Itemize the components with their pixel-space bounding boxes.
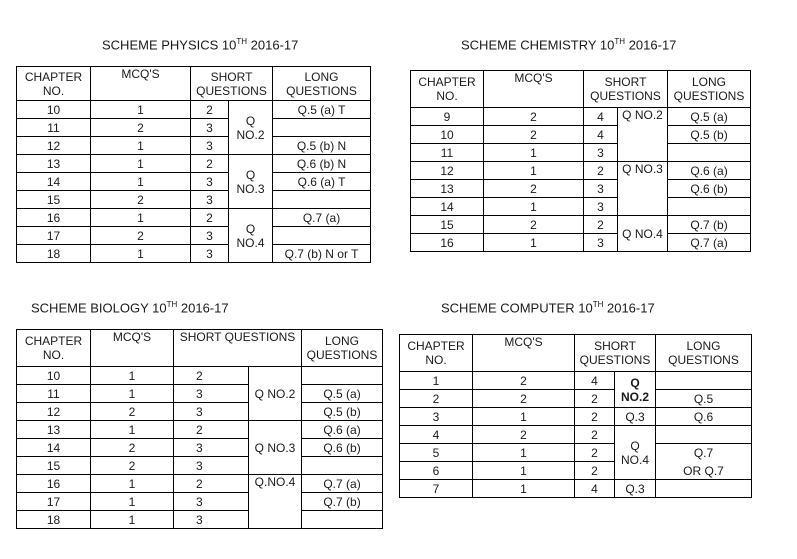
cell-mcq: 1 — [484, 198, 584, 216]
cell-group: Q NO.2 — [618, 108, 668, 162]
cell-chapter: 12 — [17, 137, 91, 155]
cell-chapter: 14 — [17, 439, 91, 457]
table-row — [400, 444, 752, 462]
cell-group: Q NO.3 — [229, 155, 273, 209]
cell-group: Q NO.3 — [249, 421, 302, 475]
chemistry-title — [461, 37, 676, 52]
cell-long: Q.5 (a) — [668, 108, 751, 126]
cell-group: Q NO.4 — [229, 209, 273, 263]
cell-short: 3 — [584, 144, 618, 162]
table-row — [17, 367, 383, 385]
table-row — [17, 493, 383, 511]
cell-long: OR Q.7 — [683, 463, 724, 478]
header-chapter: CHAPTER NO. — [400, 335, 473, 372]
chemistry-title-year: 2016-17 — [625, 37, 677, 53]
cell-long: Q.7 (b) — [668, 216, 751, 234]
cell-long — [656, 372, 752, 390]
table-row — [17, 385, 383, 403]
header-short: SHORT QUESTIONS — [174, 330, 302, 367]
cell-short: 3 — [174, 385, 249, 403]
cell-mcq: 1 — [473, 408, 575, 426]
cell-chapter: 2 — [400, 390, 473, 408]
cell-long — [656, 426, 752, 444]
table-row — [17, 421, 383, 439]
cell-chapter: 16 — [411, 234, 484, 252]
table-row — [411, 180, 751, 198]
cell-mcq: 2 — [484, 180, 584, 198]
table-row — [411, 234, 751, 252]
chemistry-table — [410, 70, 751, 252]
header-chapter: CHAPTER NO. — [17, 67, 91, 101]
cell-long: Q.6 — [656, 408, 752, 426]
table-row — [411, 198, 751, 216]
cell-short: 3 — [584, 180, 618, 198]
cell-mcq: 2 — [91, 191, 191, 209]
table-row — [400, 390, 752, 408]
cell-short: 2 — [174, 475, 249, 493]
cell-short: 3 — [174, 493, 249, 511]
cell-chapter: 15 — [17, 457, 91, 475]
table-row — [411, 162, 751, 180]
header-chapter: CHAPTER NO. — [411, 71, 484, 108]
cell-mcq: 2 — [91, 403, 174, 421]
physics-table — [16, 66, 371, 263]
cell-mcq: 1 — [473, 462, 575, 480]
cell-chapter: 12 — [411, 162, 484, 180]
cell-mcq: 2 — [91, 457, 174, 475]
table-header-row — [411, 71, 751, 108]
cell-long: Q.6 (a) T — [273, 173, 371, 191]
table-row — [411, 126, 751, 144]
cell-group: Q NO.2 — [615, 372, 656, 408]
biology-title-text: SCHEME BIOLOGY 10 — [31, 300, 167, 316]
cell-chapter: 11 — [17, 119, 91, 137]
cell-long — [668, 198, 751, 216]
cell-long — [668, 144, 751, 162]
cell-mcq: 2 — [484, 108, 584, 126]
cell-long: Q.7 — [693, 445, 714, 460]
cell-short: 2 — [575, 444, 615, 462]
table-row — [17, 511, 383, 529]
cell-short: 2 — [174, 421, 249, 439]
header-short: SHORT QUESTIONS — [191, 67, 273, 101]
chemistry-title-text: SCHEME CHEMISTRY 10 — [461, 37, 615, 53]
computer-title-sup: TH — [592, 300, 604, 309]
table-row — [17, 245, 371, 263]
cell-chapter: 13 — [17, 421, 91, 439]
cell-group: Q NO.4 — [615, 426, 656, 480]
cell-long: Q.6 (b) — [302, 439, 383, 457]
cell-group: Q NO.4 — [618, 216, 668, 252]
table-header-row — [17, 67, 371, 101]
cell-mcq: 1 — [91, 101, 191, 119]
header-long: LONG QUESTIONS — [302, 330, 383, 367]
cell-chapter: 14 — [411, 198, 484, 216]
cell-short: 4 — [584, 108, 618, 126]
cell-mcq: 1 — [91, 173, 191, 191]
physics-title-year: 2016-17 — [247, 37, 299, 53]
cell-chapter: 16 — [17, 209, 91, 227]
header-mcq: MCQ'S — [473, 335, 575, 372]
table-row — [17, 191, 371, 209]
cell-mcq: 1 — [484, 162, 584, 180]
biology-table — [16, 329, 383, 529]
cell-long — [656, 480, 752, 498]
cell-long: Q.6 (b) — [668, 180, 751, 198]
cell-chapter: 7 — [400, 480, 473, 498]
table-row — [17, 155, 371, 173]
table-row — [17, 457, 383, 475]
cell-chapter: 9 — [411, 108, 484, 126]
cell-short: 2 — [191, 155, 229, 173]
cell-mcq: 2 — [473, 372, 575, 390]
cell-group: Q NO.3 — [618, 162, 668, 216]
computer-title-year: 2016-17 — [603, 300, 655, 316]
cell-short: 2 — [191, 209, 229, 227]
header-long: LONG QUESTIONS — [668, 71, 751, 108]
biology-title — [31, 300, 229, 315]
cell-mcq: 2 — [91, 227, 191, 245]
cell-long: Q.5 (b) N — [273, 137, 371, 155]
cell-short: 3 — [174, 457, 249, 475]
cell-long: Q.5 (b) — [302, 403, 383, 421]
cell-chapter: 1 — [400, 372, 473, 390]
cell-mcq: 2 — [484, 216, 584, 234]
cell-mcq: 1 — [91, 367, 174, 385]
cell-long: Q.5 — [656, 390, 752, 408]
cell-chapter: 6 — [400, 462, 473, 480]
cell-long: Q.5 (a) — [302, 385, 383, 403]
cell-group: Q.3 — [615, 480, 656, 498]
cell-short: 3 — [191, 191, 229, 209]
cell-chapter: 3 — [400, 408, 473, 426]
cell-long: Q.5 (b) — [668, 126, 751, 144]
cell-mcq: 1 — [91, 155, 191, 173]
cell-mcq: 1 — [91, 137, 191, 155]
table-row — [17, 403, 383, 421]
cell-long — [273, 227, 371, 245]
cell-short: 3 — [191, 119, 229, 137]
cell-mcq: 1 — [91, 245, 191, 263]
cell-mcq: 2 — [473, 426, 575, 444]
table-row — [411, 108, 751, 126]
cell-long — [302, 511, 383, 529]
header-mcq: MCQ'S — [91, 330, 174, 367]
cell-long: Q.7 (a) — [302, 475, 383, 493]
header-long: LONG QUESTIONS — [656, 335, 752, 372]
header-short: SHORT QUESTIONS — [584, 71, 668, 108]
cell-chapter: 10 — [411, 126, 484, 144]
cell-short: 4 — [584, 126, 618, 144]
cell-mcq: 2 — [91, 439, 174, 457]
table-row — [17, 227, 371, 245]
cell-chapter: 13 — [17, 155, 91, 173]
header-mcq: MCQ'S — [91, 67, 191, 101]
cell-mcq: 1 — [91, 209, 191, 227]
table-row — [411, 216, 751, 234]
cell-long: Q.5 (a) T — [273, 101, 371, 119]
cell-group: Q NO.2 — [249, 367, 302, 421]
cell-short: 2 — [575, 462, 615, 480]
biology-title-sup: TH — [166, 300, 178, 309]
cell-chapter: 10 — [17, 101, 91, 119]
cell-short: 2 — [584, 216, 618, 234]
cell-long — [273, 191, 371, 209]
chemistry-title-sup: TH — [614, 37, 626, 46]
table-row — [400, 372, 752, 390]
cell-mcq: 1 — [484, 234, 584, 252]
cell-chapter: 17 — [17, 227, 91, 245]
cell-mcq: 1 — [484, 144, 584, 162]
table-row — [17, 101, 371, 119]
cell-long-group — [656, 444, 752, 480]
table-row — [17, 439, 383, 457]
cell-short: 3 — [191, 245, 229, 263]
cell-long: Q.7 (a) — [668, 234, 751, 252]
table-row — [17, 209, 371, 227]
cell-group: Q NO.2 — [229, 101, 273, 155]
physics-title-sup: TH — [236, 37, 248, 46]
cell-short: 4 — [575, 480, 615, 498]
cell-short: 2 — [575, 390, 615, 408]
cell-short: 2 — [584, 162, 618, 180]
cell-mcq: 1 — [91, 475, 174, 493]
header-long: LONG QUESTIONS — [273, 67, 371, 101]
cell-chapter: 18 — [17, 511, 91, 529]
cell-chapter: 4 — [400, 426, 473, 444]
cell-mcq: 1 — [473, 480, 575, 498]
cell-mcq: 2 — [473, 390, 575, 408]
cell-long: Q.6 (b) N — [273, 155, 371, 173]
header-short: SHORT QUESTIONS — [575, 335, 656, 372]
cell-chapter: 11 — [17, 385, 91, 403]
computer-title-text: SCHEME COMPUTER 10 — [441, 300, 593, 316]
biology-title-year: 2016-17 — [177, 300, 229, 316]
header-chapter: CHAPTER NO. — [17, 330, 91, 367]
cell-short: 3 — [584, 234, 618, 252]
cell-chapter: 10 — [17, 367, 91, 385]
cell-short: 3 — [174, 439, 249, 457]
physics-title-text: SCHEME PHYSICS 10 — [102, 37, 237, 53]
cell-chapter: 16 — [17, 475, 91, 493]
cell-long — [273, 119, 371, 137]
cell-mcq: 1 — [91, 421, 174, 439]
cell-short: 4 — [575, 372, 615, 390]
table-row — [400, 426, 752, 444]
cell-long: Q.7 (a) — [273, 209, 371, 227]
table-row — [17, 173, 371, 191]
computer-table — [399, 334, 752, 498]
cell-chapter: 18 — [17, 245, 91, 263]
cell-short: 2 — [191, 101, 229, 119]
cell-short: 3 — [191, 137, 229, 155]
table-row — [400, 480, 752, 498]
cell-chapter: 12 — [17, 403, 91, 421]
cell-long: Q.7 (b) — [302, 493, 383, 511]
table-header-row — [400, 335, 752, 372]
cell-group: Q.3 — [615, 408, 656, 426]
table-row — [400, 408, 752, 426]
cell-group: Q.NO.4 — [249, 475, 302, 529]
cell-long: Q.7 (b) N or T — [273, 245, 371, 263]
cell-chapter: 14 — [17, 173, 91, 191]
cell-mcq: 2 — [91, 119, 191, 137]
cell-mcq: 1 — [91, 511, 174, 529]
cell-short: 3 — [191, 227, 229, 245]
cell-short: 3 — [174, 511, 249, 529]
table-row — [17, 475, 383, 493]
computer-title — [441, 300, 655, 315]
cell-mcq: 1 — [91, 385, 174, 403]
cell-long: Q.6 (a) — [302, 421, 383, 439]
cell-short: 2 — [575, 408, 615, 426]
physics-title — [102, 37, 298, 52]
cell-long — [302, 367, 383, 385]
header-mcq: MCQ'S — [484, 71, 584, 108]
cell-long — [302, 457, 383, 475]
cell-mcq: 1 — [473, 444, 575, 462]
table-header-row — [17, 330, 383, 367]
cell-short: 3 — [584, 198, 618, 216]
cell-mcq: 2 — [484, 126, 584, 144]
cell-chapter: 5 — [400, 444, 473, 462]
cell-mcq: 1 — [91, 493, 174, 511]
cell-chapter: 15 — [411, 216, 484, 234]
table-row — [17, 119, 371, 137]
cell-short: 2 — [174, 367, 249, 385]
cell-short: 2 — [575, 426, 615, 444]
table-row — [17, 137, 371, 155]
cell-chapter: 11 — [411, 144, 484, 162]
cell-chapter: 15 — [17, 191, 91, 209]
cell-short: 3 — [174, 403, 249, 421]
cell-chapter: 13 — [411, 180, 484, 198]
cell-long: Q.6 (a) — [668, 162, 751, 180]
cell-chapter: 17 — [17, 493, 91, 511]
table-row — [411, 144, 751, 162]
cell-short: 3 — [191, 173, 229, 191]
